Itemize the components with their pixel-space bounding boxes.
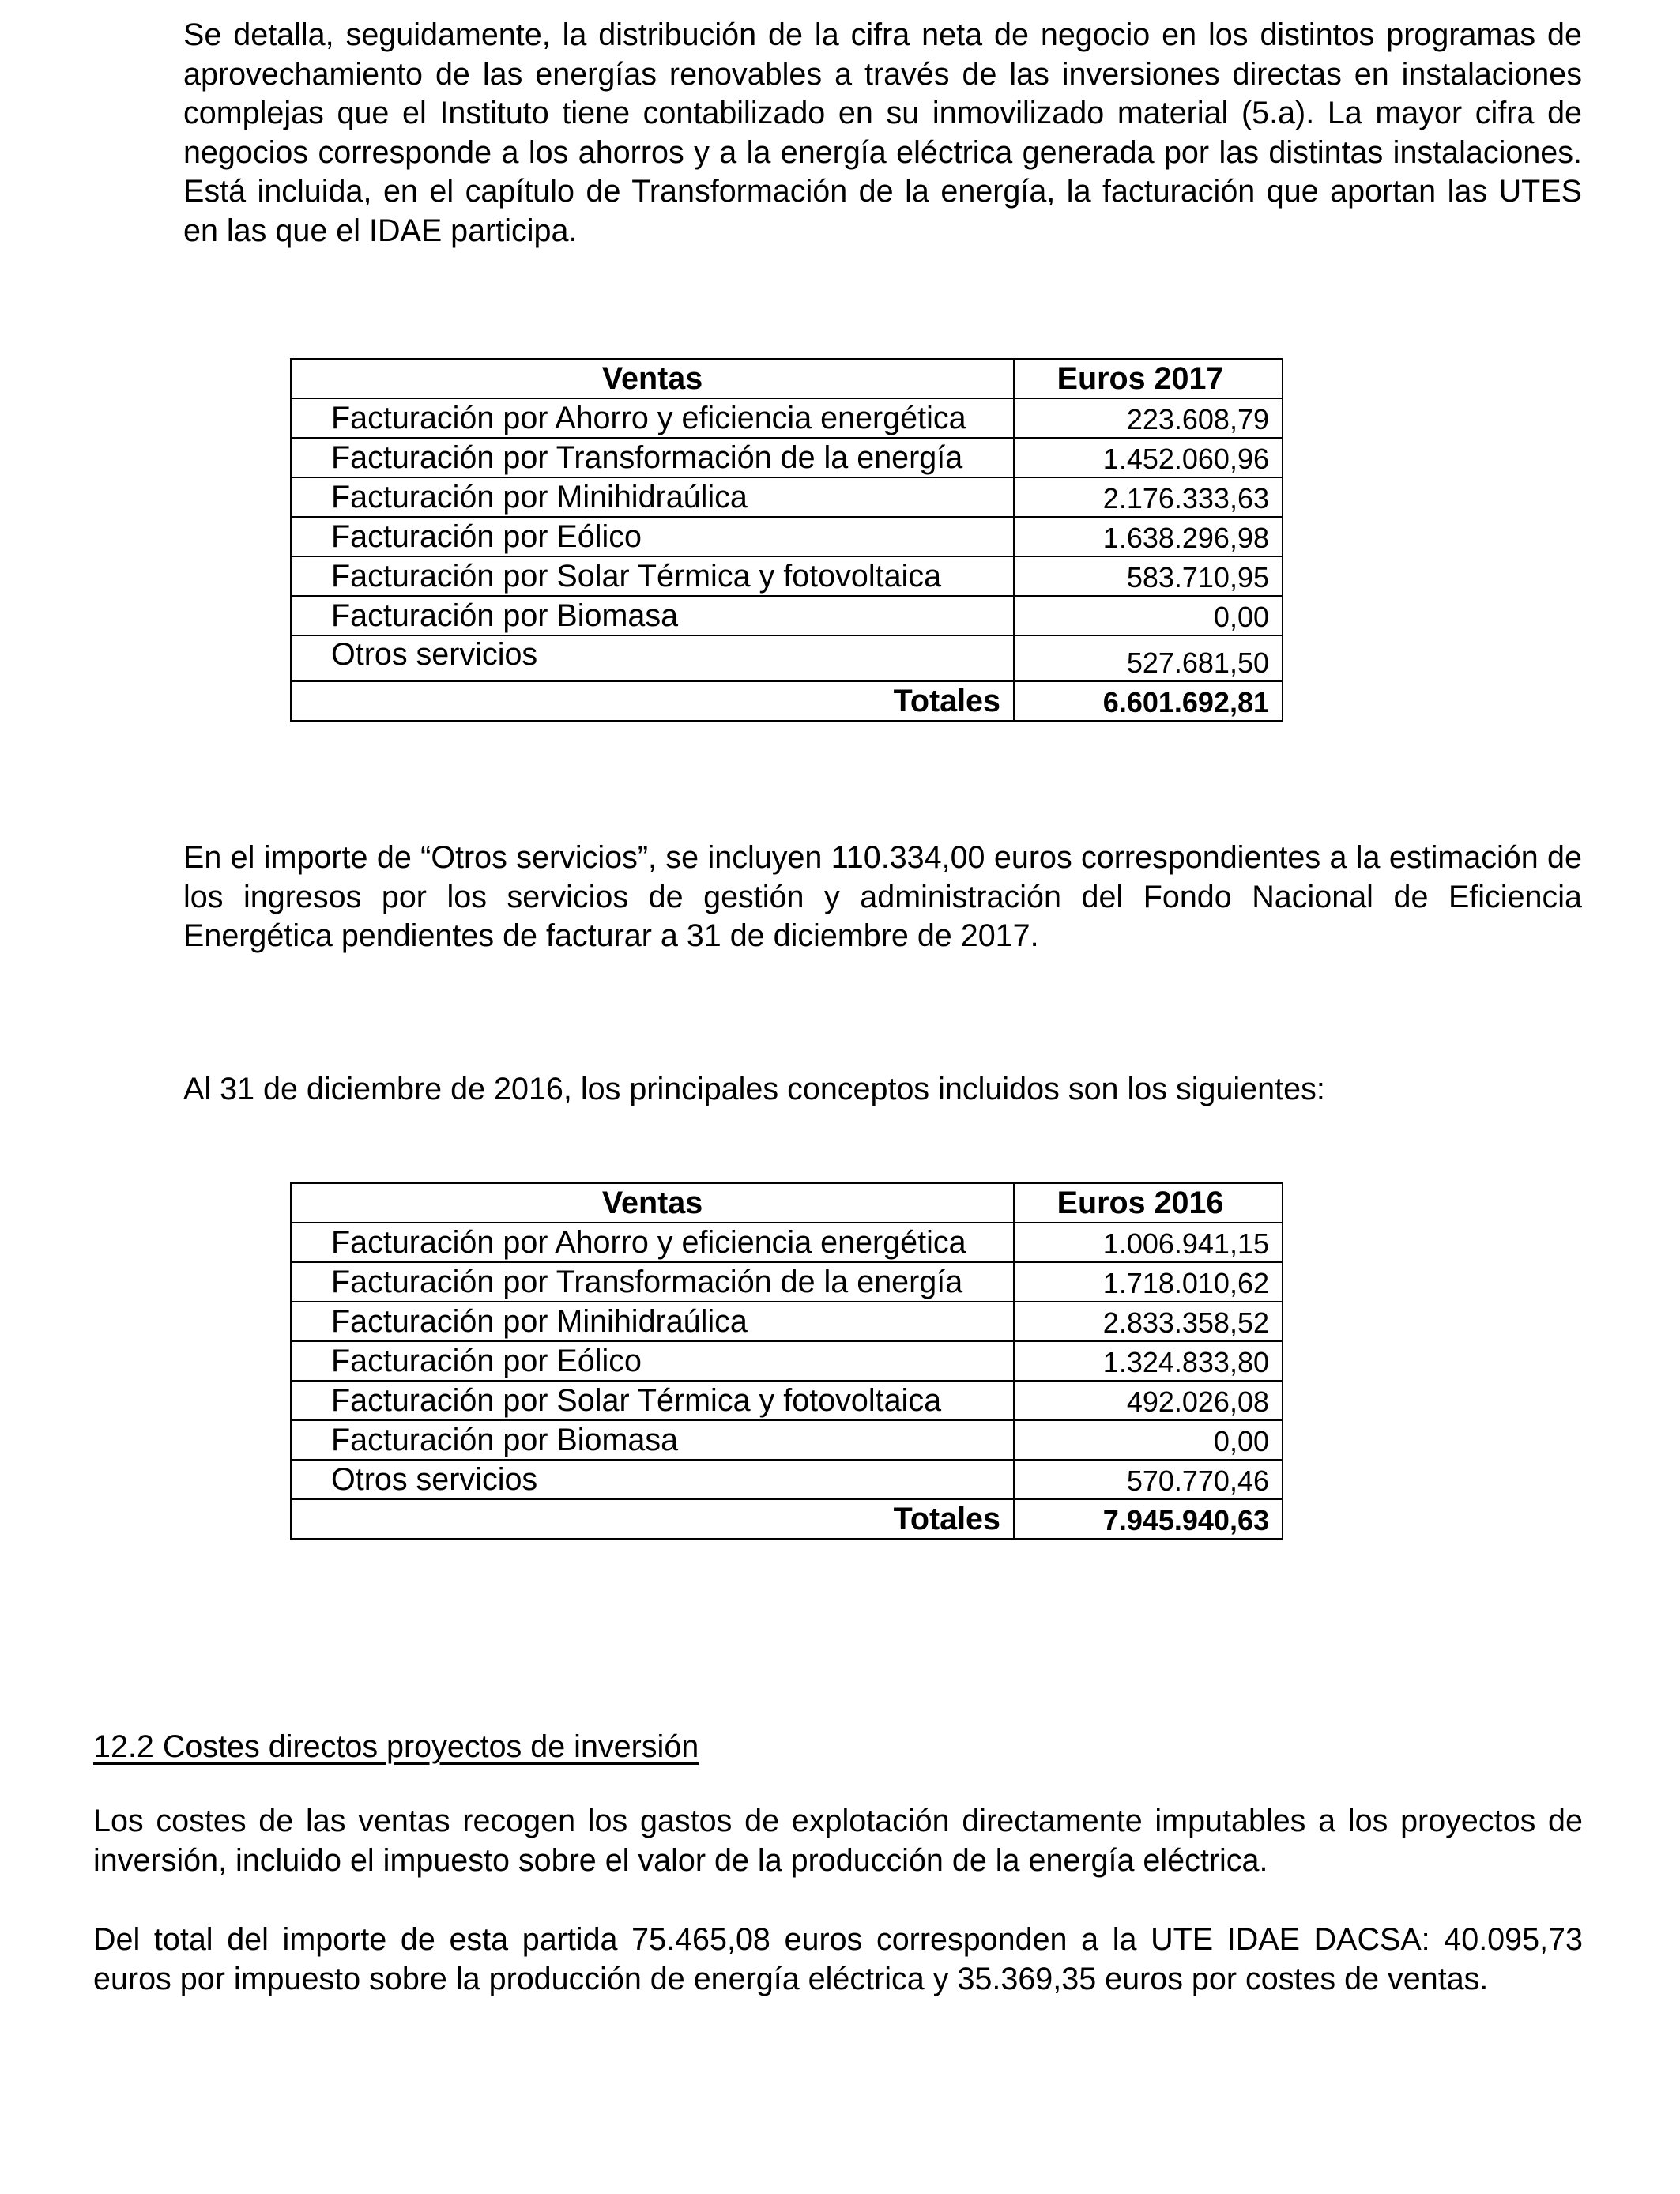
row-amount: 1.324.833,80 xyxy=(1014,1341,1283,1381)
row-concept: Otros servicios xyxy=(291,1460,1014,1499)
table-row xyxy=(291,635,1283,681)
row-amount: 2.176.333,63 xyxy=(1014,477,1283,517)
table-row xyxy=(291,1460,1283,1499)
row-amount: 2.833.358,52 xyxy=(1014,1302,1283,1341)
row-concept: Facturación por Minihidraúlica xyxy=(291,477,1014,517)
intro-paragraph: Se detalla, seguidamente, la distribución de la cifra neta de negocio en los distintos programas de aprovechamiento de las energías renovables a través de las inversiones directas en instalaciones complejas que el Instituto tiene contabilizado en su inmovilizado material (5.a). La mayor cifra de negocios corresponde a los ahorros y a la energía eléctrica generada por las distintas instalaciones. Está incluida, en el capítulo de Transformación de la energía, la facturación que aportan las UTES en las que el IDAE participa. xyxy=(183,17,1582,248)
row-concept: Facturación por Eólico xyxy=(291,1341,1014,1381)
row-concept: Facturación por Transformación de la energía xyxy=(291,438,1014,477)
row-concept: Facturación por Solar Térmica y fotovoltaica xyxy=(291,556,1014,596)
table-total-row xyxy=(291,681,1283,721)
header-ventas: Ventas xyxy=(291,1183,1014,1223)
row-amount: 1.638.296,98 xyxy=(1014,517,1283,556)
row-amount: 570.770,46 xyxy=(1014,1460,1283,1499)
sales-table-2017 xyxy=(290,358,1283,722)
row-amount: 1.006.941,15 xyxy=(1014,1223,1283,1262)
row-concept: Otros servicios xyxy=(291,635,1014,681)
table-total-row xyxy=(291,1499,1283,1539)
table-row xyxy=(291,1302,1283,1341)
table-row xyxy=(291,1420,1283,1460)
total-value: 7.945.940,63 xyxy=(1014,1499,1283,1539)
row-concept: Facturación por Biomasa xyxy=(291,1420,1014,1460)
total-value: 6.601.692,81 xyxy=(1014,681,1283,721)
table-row xyxy=(291,1223,1283,1262)
section-paragraph-2: Del total del importe de esta partida 75.465,08 euros corresponden a la UTE IDAE DACSA: 40.095,73 euros por impuesto sobre la producción de energía eléctrica y 35.369,35 euros por costes de ventas. xyxy=(93,1922,1583,1996)
row-concept: Facturación por Eólico xyxy=(291,517,1014,556)
row-concept: Facturación por Solar Térmica y fotovoltaica xyxy=(291,1381,1014,1420)
row-concept: Facturación por Ahorro y eficiencia energética xyxy=(291,1223,1014,1262)
intro-2016-paragraph: Al 31 de diciembre de 2016, los principales conceptos incluidos son los siguientes: xyxy=(183,1072,1325,1106)
table-row xyxy=(291,477,1283,517)
header-euros: Euros 2017 xyxy=(1014,359,1283,398)
row-amount: 0,00 xyxy=(1014,1420,1283,1460)
header-ventas: Ventas xyxy=(291,359,1014,398)
row-amount: 223.608,79 xyxy=(1014,398,1283,438)
total-label: Totales xyxy=(291,681,1014,721)
section-paragraph-1: Los costes de las ventas recogen los gastos de explotación directamente imputables a los proyectos de inversión, incluido el impuesto sobre el valor de la producción de la energía eléctrica. xyxy=(93,1804,1583,1878)
row-concept: Facturación por Biomasa xyxy=(291,596,1014,635)
table-header-row xyxy=(291,1183,1283,1223)
table-row xyxy=(291,596,1283,635)
row-concept: Facturación por Ahorro y eficiencia energética xyxy=(291,398,1014,438)
table-row xyxy=(291,1341,1283,1381)
row-amount: 0,00 xyxy=(1014,596,1283,635)
otros-servicios-note: En el importe de “Otros servicios”, se incluyen 110.334,00 euros correspondientes a la estimación de los ingresos por los servicios de gestión y administración del Fondo Nacional de Eficiencia Energética pendientes de facturar a 31 de diciembre de 2017. xyxy=(183,840,1582,953)
table-row xyxy=(291,398,1283,438)
total-label: Totales xyxy=(291,1499,1014,1539)
row-concept: Facturación por Transformación de la energía xyxy=(291,1262,1014,1302)
header-euros: Euros 2016 xyxy=(1014,1183,1283,1223)
table-row xyxy=(291,517,1283,556)
table-row xyxy=(291,556,1283,596)
row-amount: 1.718.010,62 xyxy=(1014,1262,1283,1302)
table-header-row xyxy=(291,359,1283,398)
table-row xyxy=(291,438,1283,477)
row-amount: 527.681,50 xyxy=(1014,635,1283,681)
row-concept: Facturación por Minihidraúlica xyxy=(291,1302,1014,1341)
row-amount: 1.452.060,96 xyxy=(1014,438,1283,477)
section-heading: 12.2 Costes directos proyectos de inversión xyxy=(93,1729,699,1764)
row-amount: 492.026,08 xyxy=(1014,1381,1283,1420)
sales-table-2016 xyxy=(290,1182,1283,1540)
row-amount: 583.710,95 xyxy=(1014,556,1283,596)
table-row xyxy=(291,1381,1283,1420)
table-row xyxy=(291,1262,1283,1302)
